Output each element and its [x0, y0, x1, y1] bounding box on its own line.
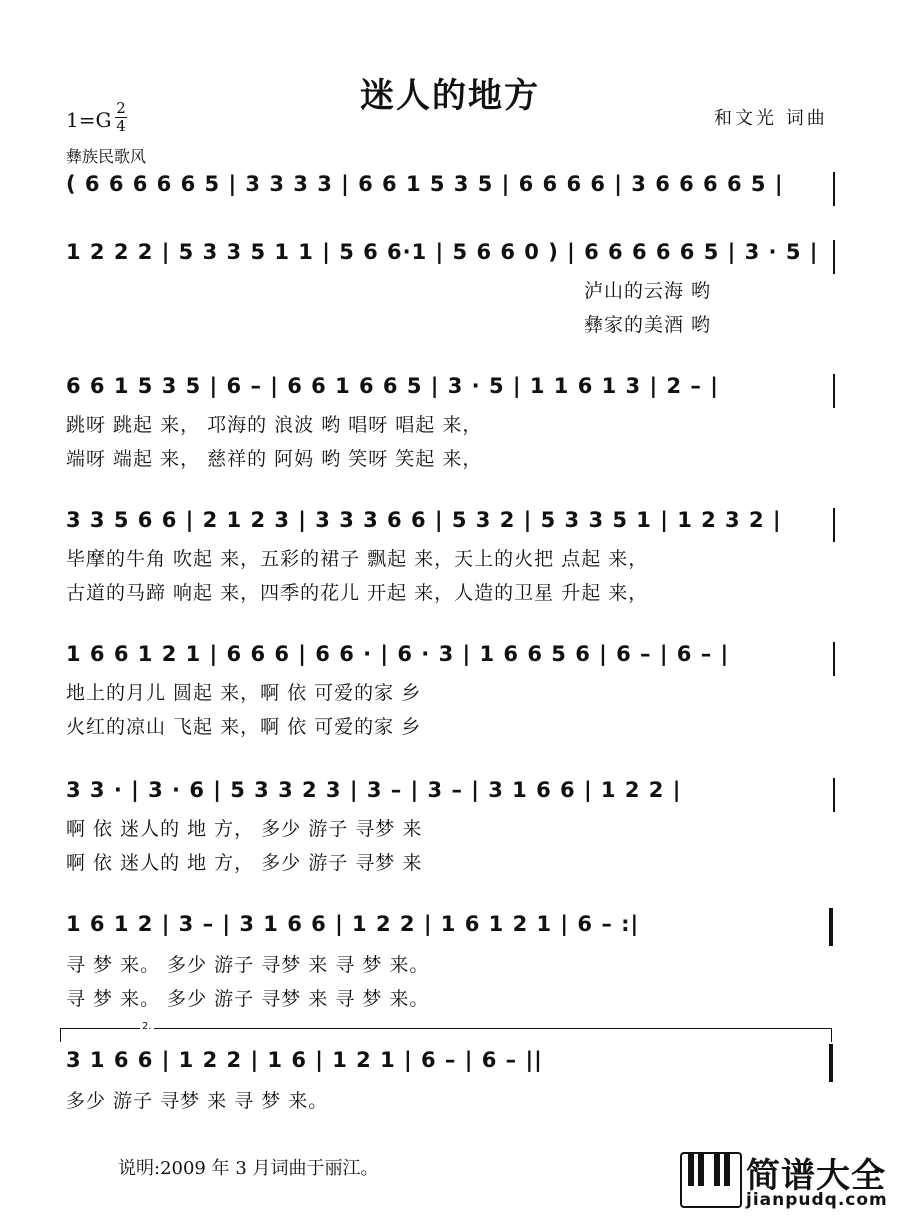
song-title: 迷人的地方: [360, 76, 540, 116]
lyric-line-4a: 毕摩的牛角 吹起 来，五彩的裙子 飘起 来，天上的火把 点起 来，: [66, 548, 649, 570]
lyric-line-4b: 古道的马蹄 响起 来，四季的花儿 开起 来，人造的卫星 升起 来，: [66, 582, 649, 604]
lyric-line-5b: 火红的凉山 飞起 来，啊 依 可爱的家 乡: [66, 716, 422, 738]
second-ending-mark: 2.: [142, 1021, 152, 1032]
site-logo: [680, 1146, 896, 1210]
notation-line-5: 1 6 6 1 2 1 | 6 6 6 | 6 6 · | 6 · 3 | 1 6 6 5 6 | 6 – | 6 – |: [66, 642, 730, 666]
style-note: 彝族民歌风: [66, 147, 147, 166]
second-ending-bracket: [60, 1028, 832, 1029]
lyric-line-6b: 啊 依 迷人的 地 方， 多少 游子 寻梦 来: [66, 852, 423, 874]
barline: [833, 642, 835, 676]
lyric-line-5a: 地上的月儿 圆起 来，啊 依 可爱的家 乡: [66, 682, 422, 704]
notation-line-6: 3 3 · | 3 · 6 | 5 3 3 2 3 | 3 – | 3 – | 3 1 6 6 | 1 2 2 |: [66, 778, 682, 802]
lyric-line-7b: 寻 梦 来。 多少 游子 寻梦 来 寻 梦 来。: [66, 988, 430, 1010]
piano-keys-icon: [680, 1152, 742, 1208]
time-denominator: 4: [116, 117, 126, 135]
time-numerator: 2: [116, 99, 126, 117]
lyric-line-3a: 跳呀 跳起 来， 邛海的 浪波 哟 唱呀 唱起 来，: [66, 414, 483, 436]
repeat-barline: [829, 908, 833, 946]
notation-line-8: 3 1 6 6 | 1 2 2 | 1 6 | 1 2 1 | 6 – | 6 – ||: [66, 1048, 543, 1072]
barline: [833, 172, 835, 206]
notation-line-3: 6 6 1 5 3 5 | 6 – | 6 6 1 6 6 5 | 3 · 5 | 1 1 6 1 3 | 2 – |: [66, 374, 719, 398]
author-credit: 和文光 词曲: [714, 108, 828, 129]
bracket-edge: [831, 1028, 832, 1042]
lyric-line-2a: 泸山的云海 哟: [584, 280, 712, 302]
notation-line-2: 1 2 2 2 | 5 3 3 5 1 1 | 5 6 6·1 | 5 6 6 0 ) | 6 6 6 6 6 5 | 3 · 5 |: [66, 240, 819, 264]
barline: [833, 240, 835, 274]
barline: [833, 778, 835, 812]
notation-line-4: 3 3 5 6 6 | 2 1 2 3 | 3 3 3 6 6 | 5 3 2 | 5 3 3 5 1 | 1 2 3 2 |: [66, 508, 782, 532]
barline: [833, 508, 835, 542]
barline: [833, 374, 835, 408]
lyric-line-6a: 啊 依 迷人的 地 方， 多少 游子 寻梦 来: [66, 818, 423, 840]
bracket-edge: [60, 1028, 61, 1042]
logo-name: 简谱大全: [746, 1156, 886, 1196]
lyric-line-3b: 端呀 端起 来， 慈祥的 阿妈 哟 笑呀 笑起 来，: [66, 448, 483, 470]
notation-line-7: 1 6 1 2 | 3 – | 3 1 6 6 | 1 2 2 | 1 6 1 2 1 | 6 – :|: [66, 912, 640, 936]
notation-line-1: ( 6 6 6 6 6 5 | 3 3 3 3 | 6 6 1 5 3 5 | 6 6 6 6 | 3 6 6 6 6 5 |: [66, 172, 784, 196]
lyric-line-8a: 多少 游子 寻梦 来 寻 梦 来。: [66, 1090, 329, 1112]
lyric-line-7a: 寻 梦 来。 多少 游子 寻梦 来 寻 梦 来。: [66, 954, 430, 976]
logo-url: jianpudq.com: [746, 1190, 888, 1210]
time-signature: [114, 100, 128, 135]
lyric-line-2b: 彝家的美酒 哟: [584, 314, 712, 336]
key-signature: 1=G: [66, 108, 112, 132]
final-barline: [829, 1044, 833, 1082]
footer-note: 说明:2009 年 3 月词曲于丽江。: [118, 1158, 379, 1179]
